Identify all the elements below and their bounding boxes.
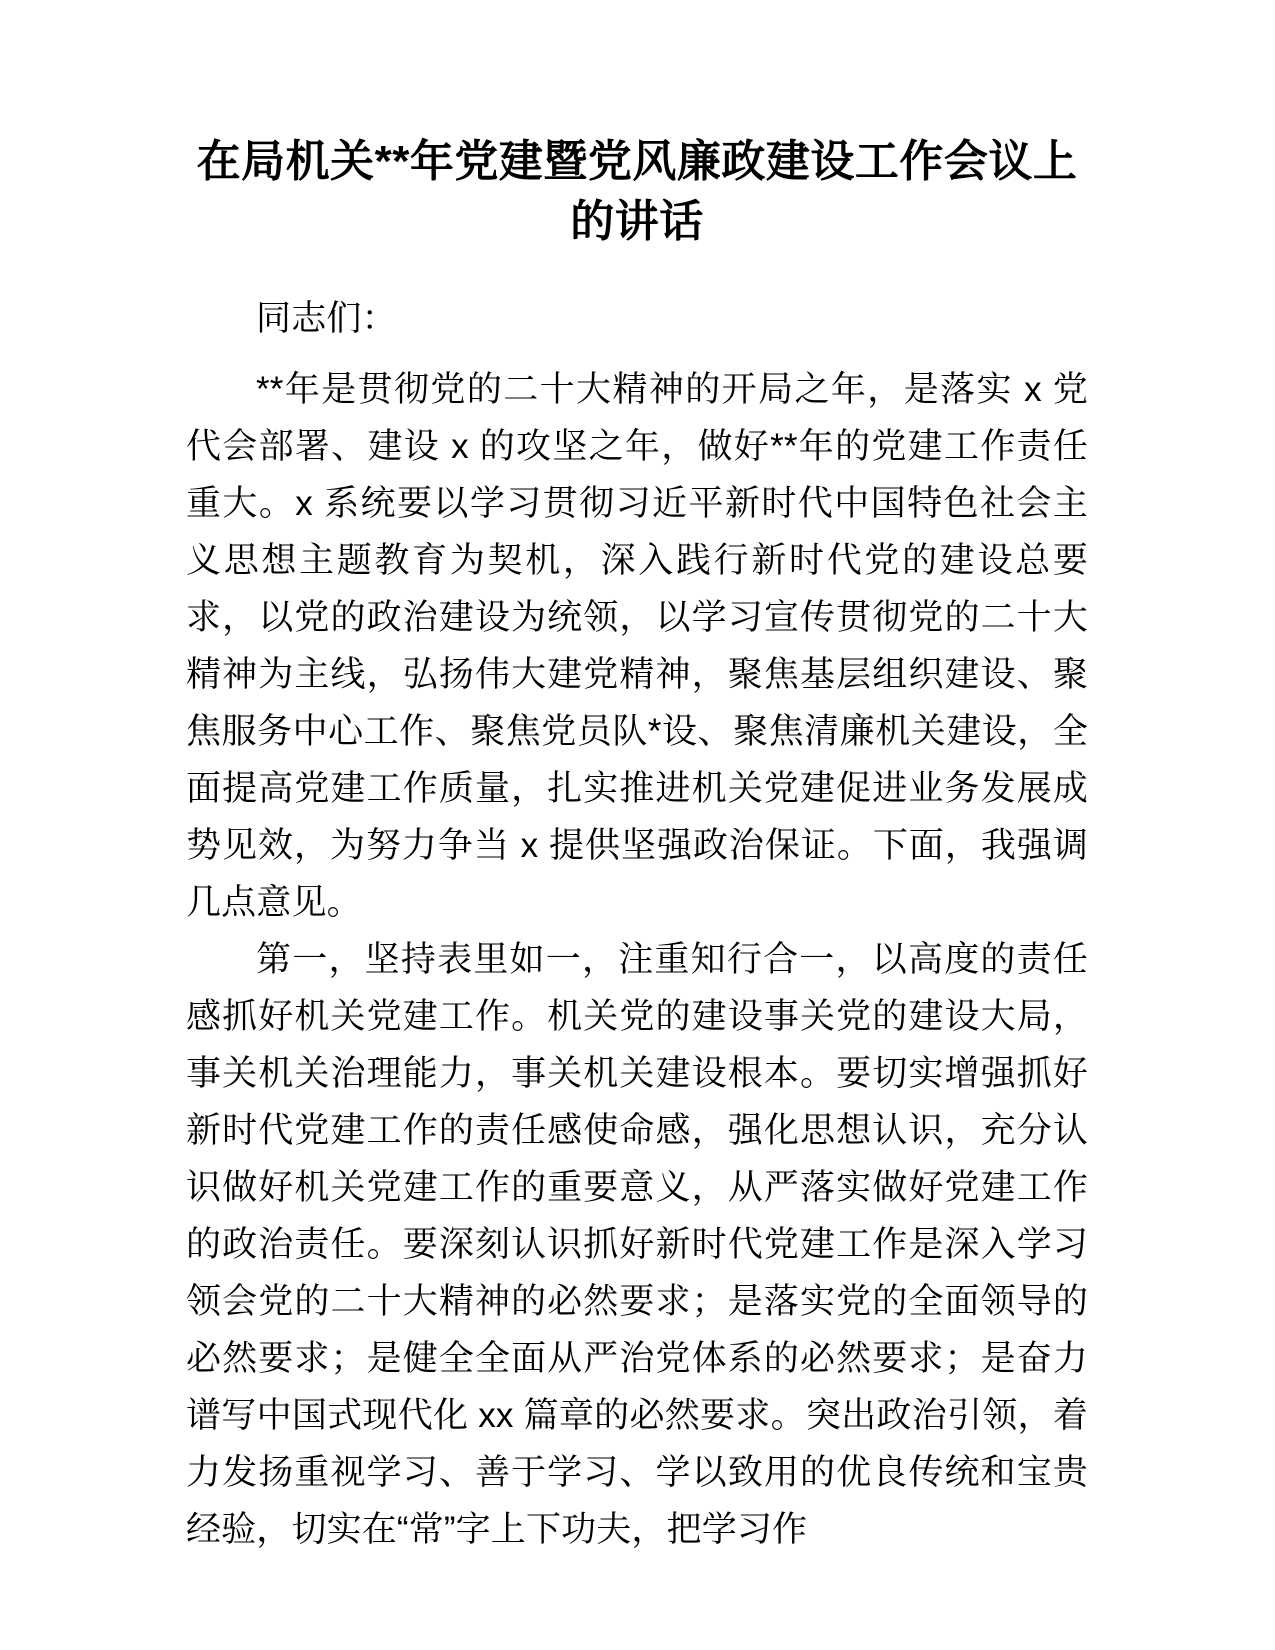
title-spacer: [186, 266, 1088, 280]
salutation-line: 同志们：: [256, 299, 397, 338]
document-body: [186, 132, 1088, 1558]
salutation-spacer: [186, 347, 1088, 361]
page-title: 在局机关**年党建暨党风廉政建设工作会议上的讲话: [196, 137, 1078, 246]
body-paragraph-2: 第一，坚持表里如一，注重知行合一，以高度的责任感抓好机关党建工作。机关党的建设事关党的建设大局，事关机关治理能力，事关机关建设根本。要切实增强抓好新时代党建工作的责任感使命感，强化思想认识，充分认识做好机关党建工作的重要意义，从严落实做好党建工作的政治责任。要深刻认识抓好新时代党建工作是深入学习领会党的二十大精神的必然要求；是落实党的全面领导的必然要求；是健全全面从严治党体系的必然要求；是奋力谱写中国式现代化 xx 篇章的必然要求。突出政治引领，着力发扬重视学习、善于学习、学以致用的优良传统和宝贵经验，切实在“常”字上下功夫，把学习作: [186, 940, 1088, 1549]
body-paragraph-1: **年是贯彻党的二十大精神的开局之年，是落实 x 党代会部署、建设 x 的攻坚之年，做好**年的党建工作责任重大。x 系统要以学习贯彻习近平新时代中国特色社会主义思想主题教育为契机，深入践行新时代党的建设总要求，以党的政治建设为统领，以学习宣传贯彻党的二十大精神为主线，弘扬伟大建党精神，聚焦基层组织建设、聚焦服务中心工作、聚焦党员队*设、聚焦清廉机关建设，全面提高党建工作质量，扎实推进机关党建促进业务发展成势见效，为努力争当 x 提供坚强政治保证。下面，我强调几点意见。: [186, 370, 1088, 922]
